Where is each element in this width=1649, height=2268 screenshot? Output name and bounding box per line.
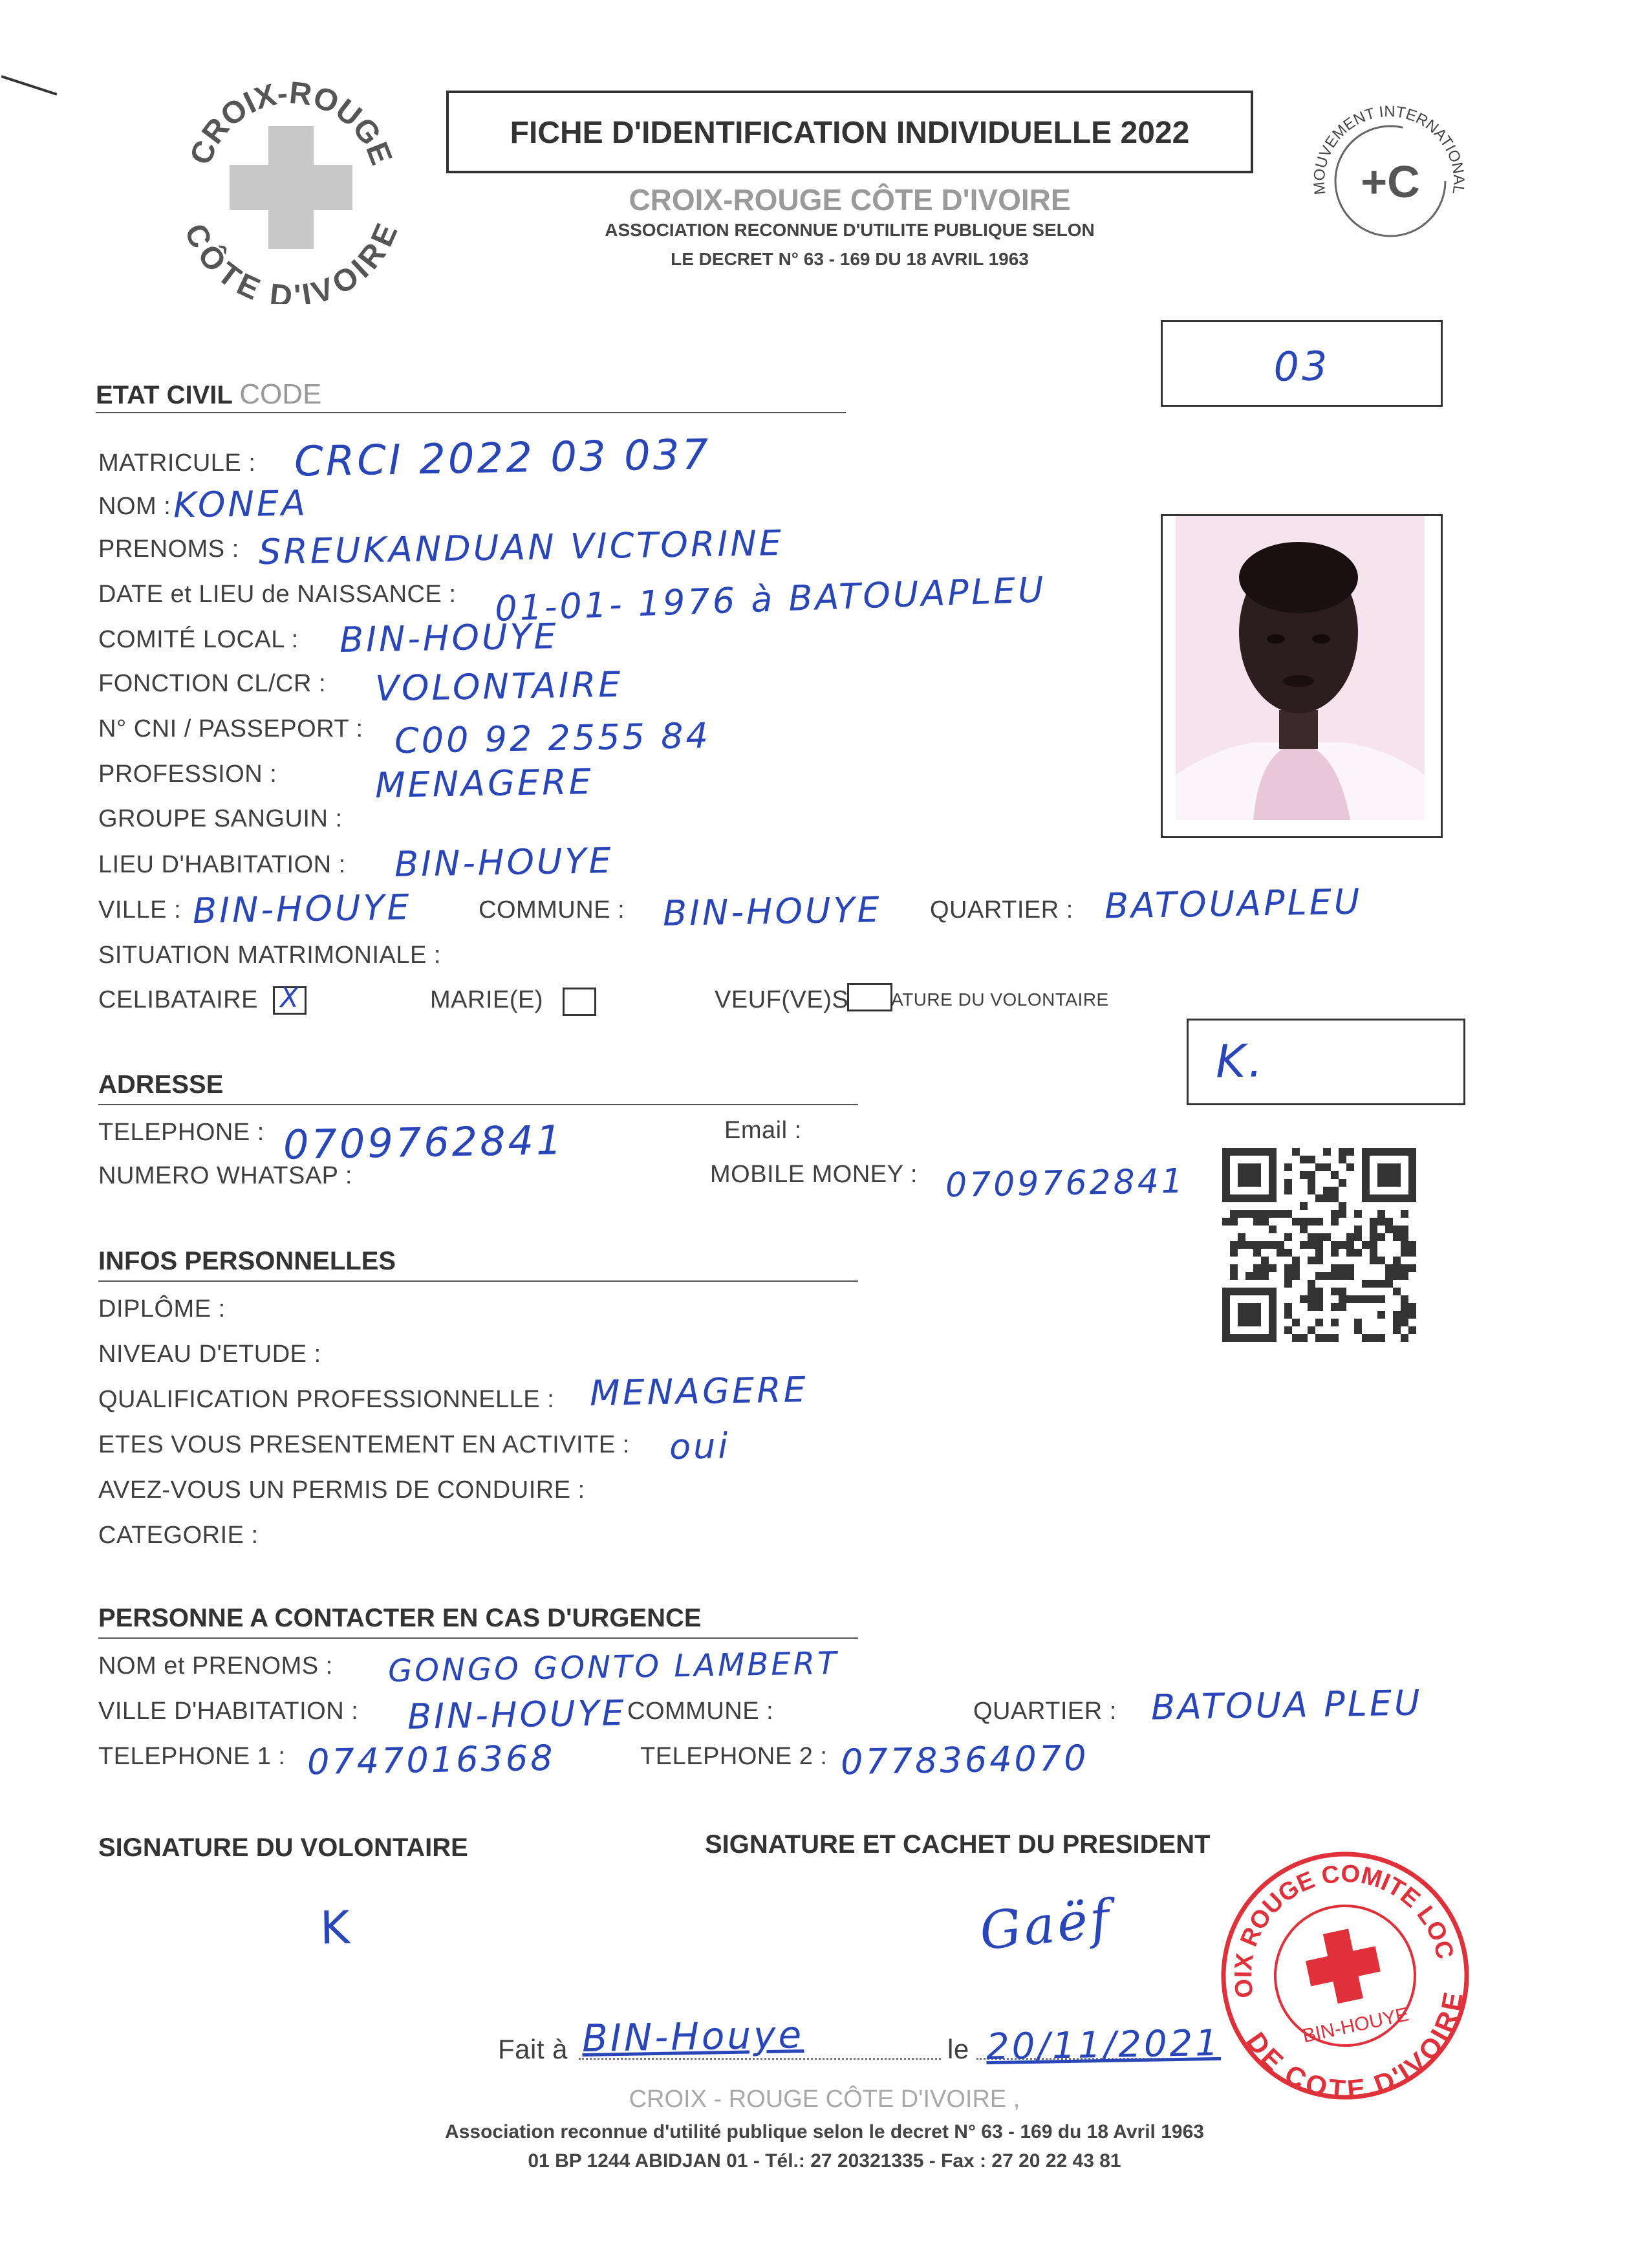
stamp-bottom-text: DE COTE D'IVOIRE xyxy=(1240,1990,1469,2105)
footer-line1: CROIX - ROUGE CÔTE D'IVOIRE , xyxy=(629,2086,1020,2113)
naissance-label: DATE et LIEU de NAISSANCE : xyxy=(98,581,457,608)
adresse-heading: ADRESSE xyxy=(98,1070,224,1099)
celibataire-check-mark: X xyxy=(279,981,302,1014)
categorie-label: CATEGORIE : xyxy=(98,1522,259,1549)
infos-heading: INFOS PERSONNELLES xyxy=(98,1247,396,1275)
volunteer-signature-box-value: K. xyxy=(1215,1034,1266,1088)
urgence-commune-label: COMMUNE : xyxy=(627,1698,774,1725)
croix-rouge-logo-left xyxy=(175,71,407,304)
activite-value: oui xyxy=(669,1425,731,1467)
urgence-tel2-label: TELEPHONE 2 : xyxy=(640,1743,828,1770)
niveau-label: NIVEAU D'ETUDE : xyxy=(98,1341,321,1368)
etat-civil-code: CODE xyxy=(239,378,322,410)
date-value: 20/11/2021 xyxy=(986,2022,1222,2069)
commune-value: BIN-HOUYE xyxy=(662,889,883,934)
habitation-label: LIEU D'HABITATION : xyxy=(98,851,346,878)
marie-checkbox[interactable] xyxy=(563,988,596,1016)
habitation-value: BIN-HOUYE xyxy=(394,840,614,885)
footer-line3: 01 BP 1244 ABIDJAN 01 - Tél.: 27 20321335 - Fax : 27 20 22 43 81 xyxy=(528,2150,1121,2172)
volontaire-signature: K xyxy=(319,1901,353,1955)
president-signature-label: SIGNATURE ET CACHET DU PRESIDENT xyxy=(705,1830,1211,1859)
id-photo xyxy=(1176,516,1425,820)
matricule-value: CRCI 2022 03 037 xyxy=(294,431,711,486)
mouvement-international-logo xyxy=(1300,91,1481,272)
fonction-label: FONCTION CL/CR : xyxy=(98,670,327,697)
fonction-value: VOLONTAIRE xyxy=(374,664,623,709)
logo-left-bottom-text: CÔTE D'IVOIRE xyxy=(177,219,405,304)
page-title: FICHE D'IDENTIFICATION INDIVIDUELLE 2022 xyxy=(510,116,1190,150)
volontaire-signature-label: SIGNATURE DU VOLONTAIRE xyxy=(98,1833,468,1862)
matricule-label: MATRICULE : xyxy=(98,449,256,477)
president-signature: Gaëf xyxy=(976,1888,1115,1962)
commune-label: COMMUNE : xyxy=(479,896,625,923)
permis-label: AVEZ-VOUS UN PERMIS DE CONDUIRE : xyxy=(98,1476,585,1504)
prenoms-value: SREUKANDUAN VICTORINE xyxy=(258,522,784,573)
celibataire-checkbox[interactable] xyxy=(273,981,307,1015)
veuf-label: VEUF(VE)S xyxy=(715,986,849,1013)
signature-small-label: ATURE DU VOLONTAIRE xyxy=(891,989,1109,1010)
adresse-underline xyxy=(98,1104,858,1105)
code-value: 03 xyxy=(1273,342,1331,391)
fait-label: Fait à xyxy=(498,2034,568,2064)
ville-value: BIN-HOUYE xyxy=(192,887,413,931)
marie-label: MARIE(E) xyxy=(430,986,543,1013)
quartier-label: QUARTIER : xyxy=(930,896,1073,923)
naissance-value: 01-01- 1976 à BATOUAPLEU xyxy=(494,569,1047,629)
fait-value: BIN-Houye xyxy=(581,2013,804,2060)
profession-value: MENAGERE xyxy=(374,761,594,806)
mobile-money-label: MOBILE MONEY : xyxy=(710,1161,918,1188)
etat-civil-heading xyxy=(96,378,321,411)
assoc-line1: ASSOCIATION RECONNUE D'UTILITE PUBLIQUE SELON xyxy=(605,220,1095,240)
urgence-nom-label: NOM et PRENOMS : xyxy=(98,1652,333,1679)
nom-label: NOM : xyxy=(98,493,171,520)
whatsapp-label: NUMERO WHATSAP : xyxy=(98,1162,352,1189)
mobile-money-value: 0709762841 xyxy=(945,1161,1186,1205)
logo-left-top-text: CROIX-ROUGE xyxy=(183,76,399,169)
telephone-label: TELEPHONE : xyxy=(98,1119,264,1146)
qualification-value: MENAGERE xyxy=(589,1369,809,1414)
comite-label: COMITÉ LOCAL : xyxy=(98,626,299,653)
urgence-quartier-label: QUARTIER : xyxy=(973,1698,1117,1725)
assoc-line2: LE DECRET N° 63 - 169 DU 18 AVRIL 1963 xyxy=(671,249,1029,269)
diplome-label: DIPLÔME : xyxy=(98,1295,226,1323)
email-label: Email : xyxy=(724,1117,802,1144)
etat-civil-title: ETAT CIVIL xyxy=(96,381,233,409)
org-name: CROIX-ROUGE CÔTE D'IVOIRE xyxy=(629,183,1071,217)
urgence-underline xyxy=(98,1637,858,1639)
profession-label: PROFESSION : xyxy=(98,761,277,788)
urgence-tel1-value: 0747016368 xyxy=(307,1737,556,1783)
groupe-label: GROUPE SANGUIN : xyxy=(98,805,343,832)
stamp-inner-text: BIN-HOUYE xyxy=(1300,2003,1411,2047)
qualification-label: QUALIFICATION PROFESSIONNELLE : xyxy=(98,1386,555,1413)
urgence-nom-value: GONGO GONTO LAMBERT xyxy=(387,1645,839,1690)
infos-underline xyxy=(98,1280,858,1282)
quartier-value: BATOUAPLEU xyxy=(1104,881,1363,927)
situation-label: SITUATION MATRIMONIALE : xyxy=(98,942,441,969)
president-stamp xyxy=(1192,1822,1498,2129)
telephone-value: 0709762841 xyxy=(283,1116,565,1169)
urgence-tel2-value: 0778364070 xyxy=(840,1737,1090,1783)
nom-value: KONEA xyxy=(173,482,308,526)
urgence-quartier-value: BATOUA PLEU xyxy=(1150,1682,1423,1728)
celibataire-label: CELIBATAIRE xyxy=(98,986,258,1013)
urgence-heading: PERSONNE A CONTACTER EN CAS D'URGENCE xyxy=(98,1604,702,1632)
qr-code[interactable] xyxy=(1222,1148,1416,1342)
cni-value: C00 92 2555 84 xyxy=(394,715,711,762)
activite-label: ETES VOUS PRESENTEMENT EN ACTIVITE : xyxy=(98,1431,630,1458)
cni-label: N° CNI / PASSEPORT : xyxy=(98,715,363,742)
le-label: le xyxy=(947,2034,969,2064)
urgence-ville-label: VILLE D'HABITATION : xyxy=(98,1698,359,1725)
scan-mark xyxy=(1,75,58,96)
etat-civil-underline xyxy=(96,412,846,413)
prenoms-label: PRENOMS : xyxy=(98,535,239,563)
veuf-checkbox[interactable] xyxy=(847,983,892,1011)
logo-right-text: MOUVEMENT INTERNATIONAL xyxy=(1310,103,1468,196)
logo-right-symbol: +C xyxy=(1361,157,1420,207)
stamp-top-text: CROIX ROUGE COMITE LOCAL xyxy=(1191,1853,1459,2000)
comite-value: BIN-HOUYE xyxy=(339,616,559,660)
footer-line2: Association reconnue d'utilité publique selon le decret N° 63 - 169 du 18 Avril 1963 xyxy=(445,2121,1204,2143)
urgence-ville-value: BIN-HOUYE xyxy=(407,1692,627,1737)
ville-label: VILLE : xyxy=(98,896,182,923)
urgence-tel1-label: TELEPHONE 1 : xyxy=(98,1743,286,1770)
